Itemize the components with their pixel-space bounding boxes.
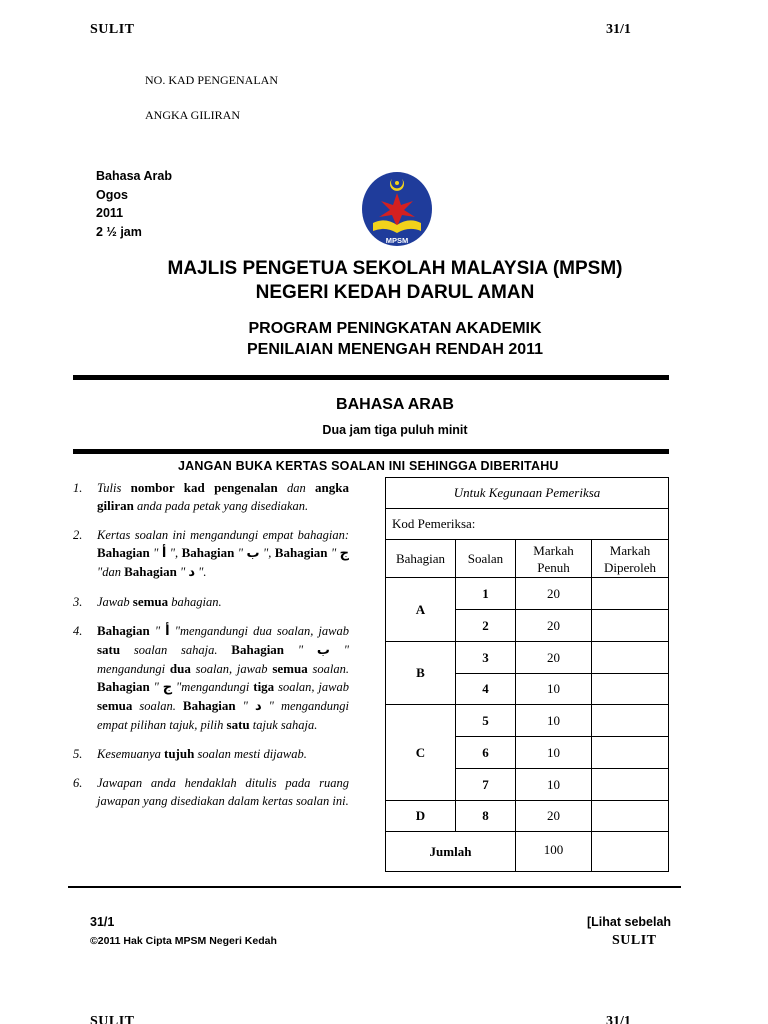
instructions-list [73, 479, 349, 821]
header-paper-code: 31/1 [606, 22, 631, 37]
instruction-text: Kertas soalan ini mengandungi empat bahagian: Bahagian " أ ", Bahagian " ب ", Bahagian " ج "dan Bahagian " د ". [97, 528, 350, 580]
full-marks-cell: 10 [516, 674, 592, 705]
warning-notice: JANGAN BUKA KERTAS SOALAN INI SEHINGGA DIBERITAHU [178, 459, 559, 473]
instruction-item [73, 774, 349, 810]
program-title [0, 318, 768, 360]
logo-text: MPSM [385, 236, 409, 245]
footer-copyright: ©2011 Hak Cipta MPSM Negeri Kedah [90, 935, 277, 947]
instruction-item [73, 622, 349, 734]
footer-paper-code: 31/1 [90, 915, 115, 929]
instruction-number: 4. [73, 624, 83, 638]
footer-divider [68, 886, 681, 888]
question-cell: 8 [456, 801, 516, 832]
col-section: Bahagian [386, 540, 456, 578]
instruction-number: 5. [73, 747, 83, 761]
subject-duration: Dua jam tiga puluh minit [322, 423, 468, 437]
instruction-item [73, 593, 349, 611]
logo-star-icon [395, 181, 399, 185]
council-title [0, 257, 768, 305]
examiner-code-label: Kod Pemeriksa: [386, 509, 669, 540]
col-full-marks [516, 540, 592, 578]
paper-meta [96, 167, 172, 241]
meta-month: Ogos [96, 187, 128, 202]
full-marks-cell: 20 [516, 642, 592, 674]
question-cell: 2 [456, 610, 516, 642]
instruction-text: Bahagian " أ "mengandungi dua soalan, jawab satu soalan sahaja. Bahagian " ب " mengandungi dua soalan, jawab semua soalan. Bahagian " ج "mengandungi tiga soalan, jawab semua soalan. Bahagian " د " mengandungi empat pilihan tajuk, pilih satu tajuk sahaja. [97, 623, 349, 732]
meta-subject: Bahasa Arab [96, 169, 172, 183]
obtained-marks-cell[interactable] [592, 578, 669, 610]
section-cell: D [386, 801, 456, 832]
col-full-marks-line-1: Markah [533, 542, 574, 558]
obtained-marks-cell[interactable] [592, 737, 669, 769]
footer-classification: SULIT [612, 933, 657, 948]
instruction-text: Tulis nombor kad pengenalan dan angka giliran anda pada petak yang disediakan. [97, 480, 350, 513]
divider-top [73, 375, 669, 380]
next-page-code: 31/1 [606, 1014, 631, 1024]
col-obtained-marks-line-2: Diperoleh [604, 559, 656, 575]
question-cell: 1 [456, 578, 516, 610]
col-full-marks-line-2: Penuh [537, 559, 570, 575]
program-line-1: PROGRAM PENINGKATAN AKADEMIK [248, 320, 542, 337]
obtained-marks-cell[interactable] [592, 610, 669, 642]
meta-duration: 2 ½ jam [96, 224, 142, 239]
candidate-number-label: ANGKA GILIRAN [145, 108, 240, 122]
full-marks-cell: 20 [516, 578, 592, 610]
obtained-marks-cell[interactable] [592, 642, 669, 674]
col-obtained-marks [592, 540, 669, 578]
total-full-marks: 100 [516, 832, 592, 872]
council-line-2: NEGERI KEDAH DARUL AMAN [255, 282, 535, 303]
instruction-item [73, 526, 349, 582]
obtained-marks-cell[interactable] [592, 674, 669, 705]
instruction-text: Jawab semua bahagian. [97, 594, 222, 609]
total-obtained-cell[interactable] [592, 832, 669, 872]
mpsm-logo [361, 171, 433, 251]
examiner-table [385, 477, 669, 872]
divider-bottom [73, 449, 669, 454]
id-number-label: NO. KAD PENGENALAN [145, 73, 278, 87]
examiner-title: Untuk Kegunaan Pemeriksa [386, 478, 669, 509]
full-marks-cell: 20 [516, 801, 592, 832]
question-cell: 3 [456, 642, 516, 674]
instruction-text: Kesemuanya tujuh soalan mesti dijawab. [97, 746, 307, 761]
meta-year: 2011 [96, 206, 124, 220]
program-line-2: PENILAIAN MENENGAH RENDAH 2011 [246, 341, 544, 358]
instruction-number: 2. [73, 528, 83, 542]
question-cell: 6 [456, 737, 516, 769]
col-question: Soalan [456, 540, 516, 578]
obtained-marks-cell[interactable] [592, 801, 669, 832]
next-page-classification: SULIT [90, 1014, 135, 1024]
col-obtained-marks-line-1: Markah [609, 542, 651, 558]
section-cell: A [386, 578, 456, 642]
instruction-number: 6. [73, 776, 83, 790]
question-cell: 4 [456, 674, 516, 705]
header-classification: SULIT [90, 22, 135, 37]
footer-see-next: [Lihat sebelah [587, 915, 672, 929]
council-line-1: MAJLIS PENGETUA SEKOLAH MALAYSIA (MPSM) [167, 258, 623, 279]
section-cell: B [386, 642, 456, 705]
instruction-item [73, 745, 349, 763]
instruction-item [73, 479, 349, 515]
instruction-number: 3. [73, 595, 83, 609]
section-cell: C [386, 705, 456, 801]
instruction-number: 1. [73, 481, 83, 495]
obtained-marks-cell[interactable] [592, 769, 669, 801]
instruction-text: Jawapan anda hendaklah ditulis pada ruang jawapan yang disediakan dalam kertas soalan ini. [97, 776, 349, 808]
total-label: Jumlah [386, 832, 516, 872]
question-cell: 7 [456, 769, 516, 801]
full-marks-cell: 10 [516, 737, 592, 769]
full-marks-cell: 10 [516, 705, 592, 737]
full-marks-cell: 10 [516, 769, 592, 801]
question-cell: 5 [456, 705, 516, 737]
full-marks-cell: 20 [516, 610, 592, 642]
subject-title: BAHASA ARAB [336, 396, 454, 413]
obtained-marks-cell[interactable] [592, 705, 669, 737]
